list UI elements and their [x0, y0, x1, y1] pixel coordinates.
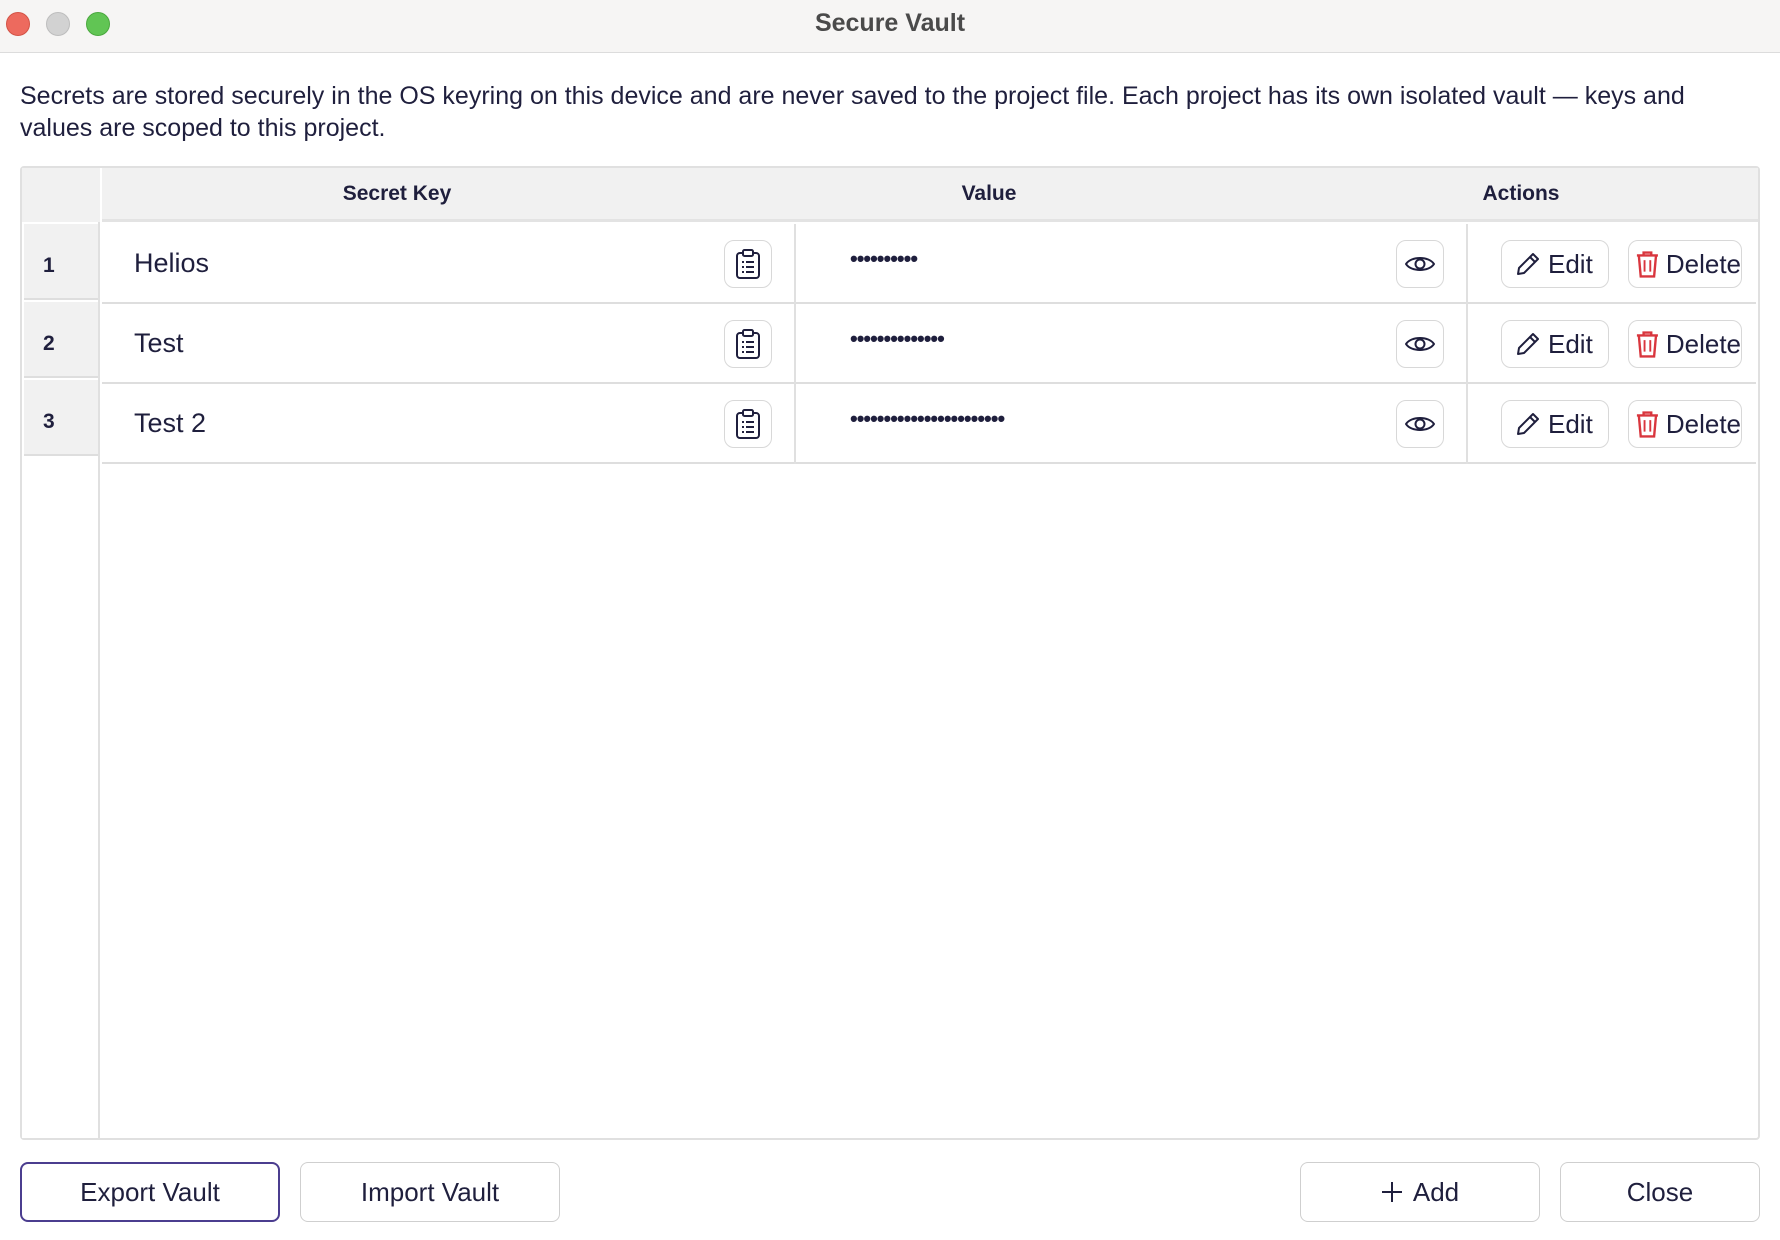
eye-icon — [1405, 254, 1435, 274]
delete-button-label: Delete — [1665, 328, 1741, 359]
secret-value-masked: •••••••••• — [850, 246, 918, 271]
cell-divider — [1466, 224, 1468, 304]
export-vault-label: Export Vault — [80, 1176, 220, 1207]
edit-button-label: Edit — [1548, 408, 1593, 439]
trash-icon — [1635, 249, 1660, 279]
delete-button-label: Delete — [1665, 248, 1741, 279]
plus-icon — [1381, 1181, 1403, 1203]
secret-value-masked: ••••••••••••••••••••••• — [850, 406, 1005, 431]
column-header-value: Value — [961, 182, 1017, 205]
title-bar — [0, 0, 1780, 53]
clipboard-icon — [735, 409, 761, 439]
column-header-secret-key: Secret Key — [342, 182, 452, 205]
delete-button-label: Delete — [1665, 408, 1741, 439]
edit-button-label: Edit — [1548, 328, 1593, 359]
secret-key-text: Helios — [134, 248, 210, 278]
secrets-table — [20, 166, 1760, 1140]
secret-key-text: Test — [134, 328, 184, 358]
eye-icon — [1405, 414, 1435, 434]
secret-key-text: Test 2 — [134, 408, 207, 438]
row-number-gutter — [22, 168, 100, 1138]
row-number: 1 — [24, 224, 98, 300]
edit-button[interactable] — [1501, 320, 1609, 368]
trash-icon — [1635, 329, 1660, 359]
pencil-icon — [1514, 410, 1542, 438]
clipboard-icon — [735, 329, 761, 359]
table-row — [102, 224, 1756, 304]
gutter-corner — [22, 168, 100, 222]
table-row — [102, 304, 1756, 384]
trash-icon — [1635, 409, 1660, 439]
pencil-icon — [1514, 330, 1542, 358]
add-secret-button[interactable] — [1300, 1162, 1540, 1222]
import-vault-label: Import Vault — [360, 1176, 500, 1207]
copy-key-button[interactable] — [724, 400, 772, 448]
vault-description: Secrets are stored securely in the OS keyring on this device and are never saved to the project file. Each project has its own isolated vault — keys and values are scoped to this project. — [20, 82, 1685, 142]
export-vault-button[interactable] — [20, 1162, 280, 1222]
row-number: 2 — [24, 302, 98, 378]
eye-icon — [1405, 334, 1435, 354]
copy-key-button[interactable] — [724, 240, 772, 288]
column-header-actions: Actions — [1482, 182, 1560, 205]
clipboard-icon — [735, 249, 761, 279]
cell-divider — [794, 224, 796, 304]
cell-divider — [1466, 304, 1468, 384]
cell-divider — [1466, 384, 1468, 464]
cell-divider — [794, 304, 796, 384]
table-row — [102, 384, 1756, 464]
window-title: Secure Vault — [814, 9, 966, 37]
copy-key-button[interactable] — [724, 320, 772, 368]
delete-button[interactable] — [1628, 240, 1742, 288]
import-vault-button[interactable] — [300, 1162, 560, 1222]
secret-value-masked: •••••••••••••• — [850, 326, 944, 351]
reveal-value-button[interactable] — [1396, 320, 1444, 368]
edit-button-label: Edit — [1548, 248, 1593, 279]
pencil-icon — [1514, 250, 1542, 278]
edit-button[interactable] — [1501, 240, 1609, 288]
close-button-label: Close — [1626, 1176, 1694, 1207]
delete-button[interactable] — [1628, 400, 1742, 448]
table-header — [102, 168, 1758, 222]
reveal-value-button[interactable] — [1396, 240, 1444, 288]
add-secret-label: Add — [1412, 1176, 1460, 1207]
edit-button[interactable] — [1501, 400, 1609, 448]
cell-divider — [794, 384, 796, 464]
delete-button[interactable] — [1628, 320, 1742, 368]
reveal-value-button[interactable] — [1396, 400, 1444, 448]
close-button[interactable] — [1560, 1162, 1760, 1222]
row-number: 3 — [24, 380, 98, 456]
